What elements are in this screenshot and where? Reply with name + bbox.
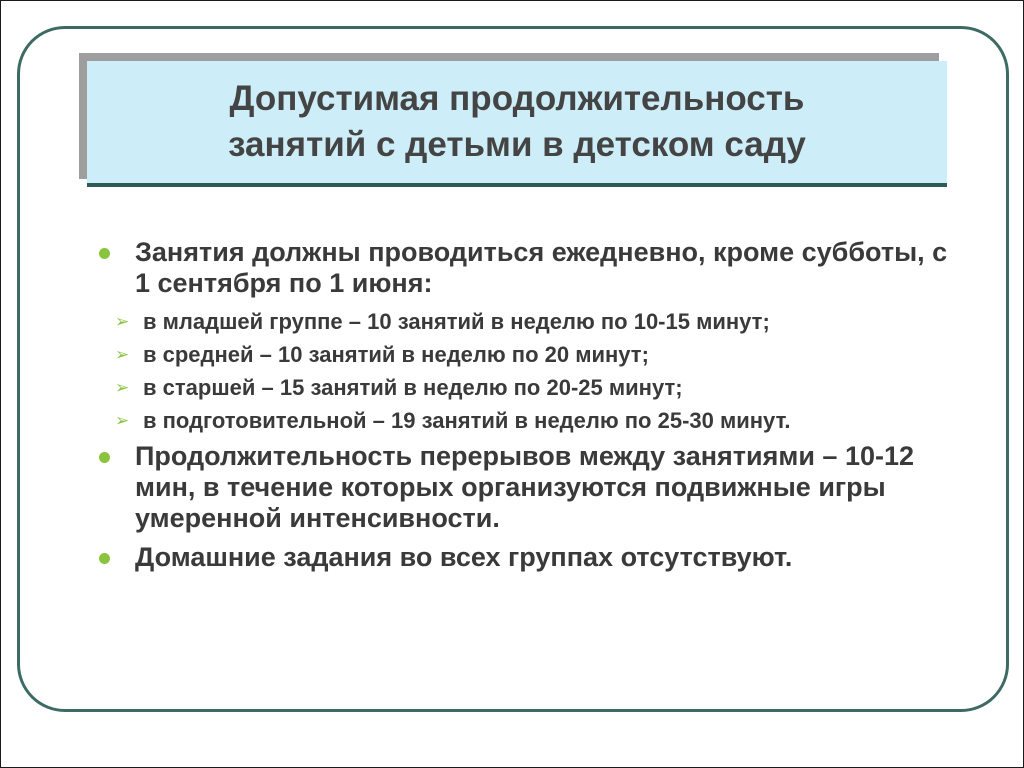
title-box (87, 61, 947, 187)
arrow-bullet-icon: ➢ (115, 378, 130, 397)
list-item (97, 237, 957, 299)
sub-list (97, 307, 957, 435)
title-line-1: Допустимая продолжительность (229, 79, 805, 118)
list-item (97, 542, 957, 573)
sub-list-item-text: в подготовительной – 19 занятий в неделю по 25-30 минут. (143, 408, 791, 433)
content-list (97, 237, 957, 581)
sub-list-item (97, 406, 957, 435)
title-line-2: занятий с детьми в детском саду (228, 125, 806, 164)
sub-list-item (97, 373, 957, 402)
arrow-bullet-icon: ➢ (115, 345, 130, 364)
sub-list-item-text: в младшей группе – 10 занятий в неделю по 10-15 минут; (143, 309, 770, 334)
list-item-text: Продолжительность перерывов между занятиями – 10-12 мин, в течение которых организуются подвижные игры умеренной интенсивности. (135, 441, 915, 533)
round-bullet-icon (99, 553, 110, 564)
list-item (97, 441, 957, 534)
list-item-text: Домашние задания во всех группах отсутствуют. (135, 542, 793, 572)
sub-list-item-text: в старшей – 15 занятий в неделю по 20-25 минут; (143, 375, 683, 400)
sub-list-item (97, 340, 957, 369)
sub-list-item-text: в средней – 10 занятий в неделю по 20 минут; (143, 342, 649, 367)
arrow-bullet-icon: ➢ (115, 312, 130, 331)
round-bullet-icon (99, 248, 110, 259)
round-bullet-icon (99, 452, 110, 463)
page-title (228, 76, 806, 168)
sub-list-item (97, 307, 957, 336)
arrow-bullet-icon: ➢ (115, 411, 130, 430)
list-item-text: Занятия должны проводиться ежедневно, кроме субботы, с 1 сентября по 1 июня: (135, 237, 948, 298)
